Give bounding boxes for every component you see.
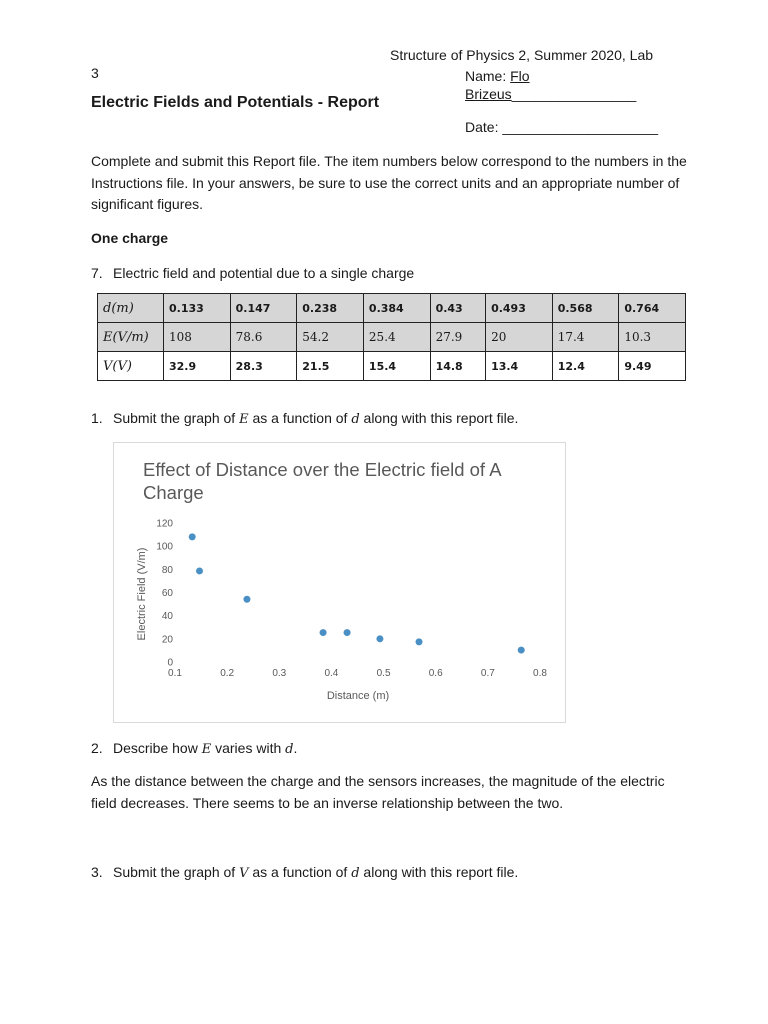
math-variable: d: [351, 866, 360, 881]
question-text-pre: Describe how: [113, 740, 198, 756]
question-text-pre: Submit the graph of: [113, 864, 236, 880]
math-variable: E: [201, 742, 212, 757]
table-cell: 32.9: [164, 352, 231, 381]
name-label: Name:: [465, 68, 507, 84]
date-blank: ____________________: [502, 119, 659, 135]
table-cell: 17.4: [552, 323, 619, 352]
table-cell: 0.133: [164, 294, 231, 323]
measurement-table: [97, 293, 686, 381]
question-number: 2.: [91, 740, 103, 756]
row-label: d(m): [98, 294, 164, 323]
table-cell: 12.4: [552, 352, 619, 381]
table-cell: 54.2: [297, 323, 364, 352]
x-tick-label: 0.5: [376, 668, 391, 679]
y-tick-label: 80: [161, 564, 173, 576]
math-variable: d: [285, 742, 294, 757]
table-cell: 10.3: [619, 323, 686, 352]
table-cell: 14.8: [430, 352, 486, 381]
question-text-post: along with this report file.: [363, 410, 519, 426]
x-tick-label: 0.8: [533, 668, 547, 679]
x-tick-labels: [168, 668, 547, 679]
table-cell: 15.4: [363, 352, 430, 381]
data-point: [196, 567, 203, 574]
question-text: Electric field and potential due to a single charge: [113, 265, 415, 281]
table-cell: 0.43: [430, 294, 486, 323]
question-text-mid: varies with: [215, 740, 282, 756]
y-tick-label: 0: [167, 657, 173, 669]
table-cell: 28.3: [230, 352, 297, 381]
x-tick-label: 0.6: [428, 668, 443, 679]
table-cell: 0.384: [363, 294, 430, 323]
date-label: Date:: [465, 119, 499, 135]
y-tick-label: 100: [156, 541, 173, 553]
x-tick-label: 0.4: [324, 668, 339, 679]
table-cell: 0.764: [619, 294, 686, 323]
table-cell: 0.568: [552, 294, 619, 323]
table-cell: 9.49: [619, 352, 686, 381]
math-variable: d: [351, 412, 360, 427]
data-point: [518, 647, 525, 654]
row-label: V(V): [98, 352, 164, 381]
question-text-pre: Submit the graph of: [113, 410, 236, 426]
y-tick-label: 40: [161, 611, 173, 623]
table-cell: 13.4: [486, 352, 553, 381]
data-point: [344, 629, 351, 636]
table-cell: 108: [164, 323, 231, 352]
data-point: [189, 533, 196, 540]
y-tick-label: 60: [161, 588, 173, 599]
table-cell: 27.9: [430, 323, 486, 352]
name-field: [465, 67, 636, 103]
name-blank: ________________: [511, 86, 637, 102]
question-2-answer: As the distance between the charge and the sensors increases, the magnitude of the electric field decreases. There seems to be an inverse relationship between the two.: [91, 773, 665, 811]
question-1: [91, 408, 518, 430]
chart-title: Effect of Distance over the Electric field of A Charge: [143, 459, 501, 503]
data-point: [320, 629, 327, 636]
section-heading: One charge: [91, 230, 169, 246]
question-number: 1.: [91, 410, 103, 426]
intro-paragraph: Complete and submit this Report file. The item numbers below correspond to the numbers in the Instructions file. In your answers, be sure to use the correct units and an appropriate number of significant figures.: [91, 153, 687, 212]
table-row-distance: [98, 294, 686, 323]
data-points: [189, 533, 525, 653]
question-text-mid: as a function of: [252, 410, 348, 426]
course-header: Structure of Physics 2, Summer 2020, Lab: [390, 47, 654, 63]
question-2: [91, 738, 297, 760]
lab-number: 3: [91, 65, 99, 81]
name-value-last: Brizeus: [465, 86, 512, 102]
table-cell: 20: [486, 323, 553, 352]
x-tick-label: 0.1: [168, 668, 182, 679]
x-tick-label: 0.3: [272, 668, 287, 679]
table-cell: 25.4: [363, 323, 430, 352]
x-tick-label: 0.7: [480, 668, 495, 679]
question-number: 7.: [91, 265, 103, 281]
name-value-first: Flo: [510, 68, 530, 84]
question-3: [91, 862, 518, 884]
date-field: [465, 119, 658, 135]
x-axis-label: Distance (m): [326, 690, 390, 702]
data-point: [416, 638, 423, 645]
data-point: [376, 635, 383, 642]
report-title: Electric Fields and Potentials - Report: [91, 94, 380, 111]
question-text-post: along with this report file.: [363, 864, 519, 880]
y-tick-label: 120: [156, 518, 173, 530]
question-number: 3.: [91, 864, 103, 880]
question-text-post: .: [293, 740, 298, 756]
table-row-field: [98, 323, 686, 352]
row-label: E(V/m): [98, 323, 164, 352]
question-7: [91, 263, 414, 283]
y-tick-label: 20: [161, 634, 173, 646]
math-variable: V: [239, 866, 249, 881]
table-cell: 78.6: [230, 323, 297, 352]
y-axis-label: Electric Field (V/m): [136, 547, 148, 641]
x-tick-label: 0.2: [220, 668, 235, 679]
table-cell: 0.493: [486, 294, 553, 323]
data-point: [243, 596, 250, 603]
field-vs-distance-chart: [113, 442, 566, 723]
chart-plot: [114, 443, 565, 722]
table-cell: 0.147: [230, 294, 297, 323]
question-text-mid: as a function of: [252, 864, 348, 880]
table-cell: 21.5: [297, 352, 364, 381]
table-cell: 0.238: [297, 294, 364, 323]
math-variable: E: [239, 412, 249, 427]
table-row-potential: [98, 352, 686, 381]
y-tick-labels: [156, 519, 173, 669]
